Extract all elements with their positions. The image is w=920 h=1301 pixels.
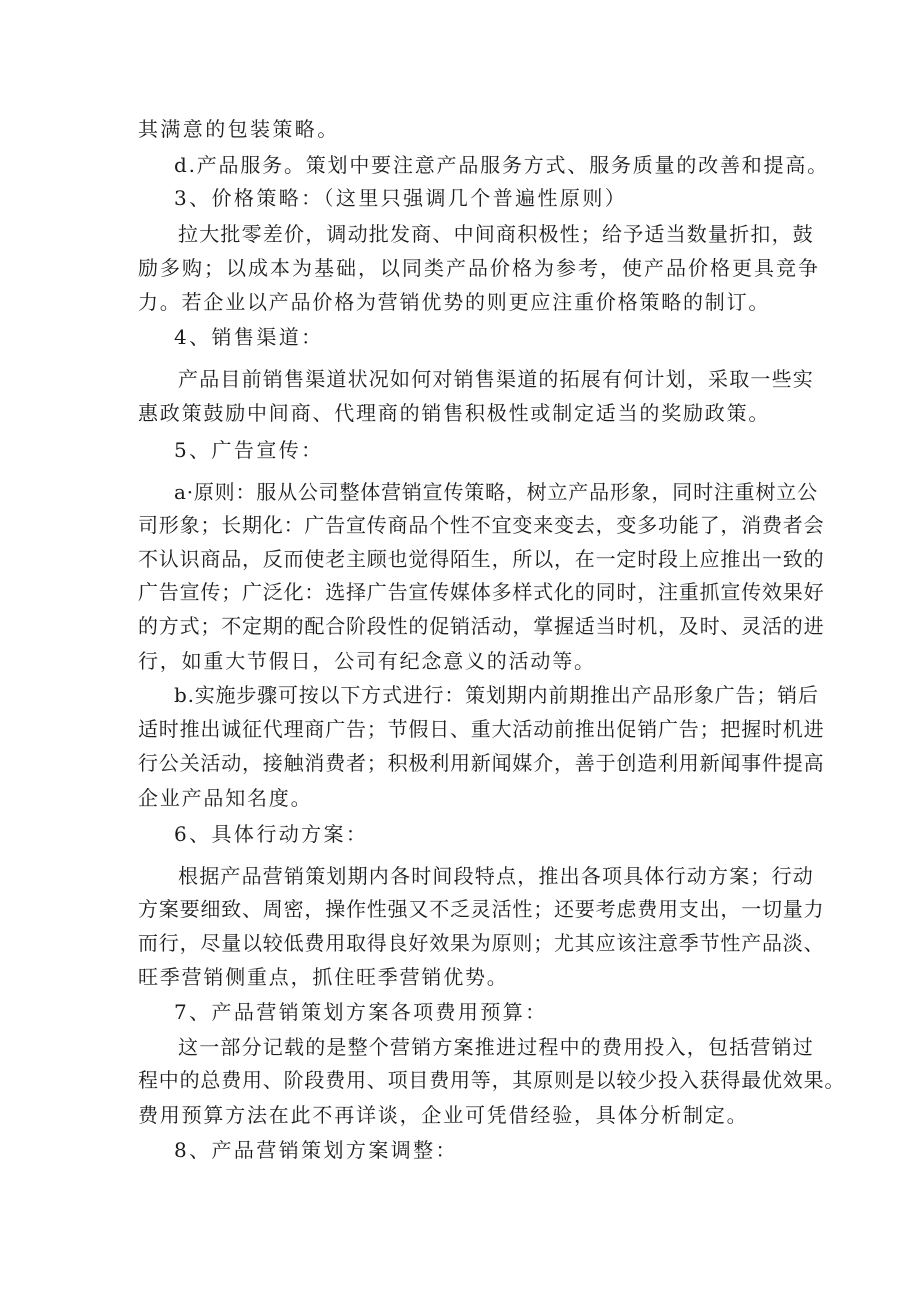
heading-plan-adjustment: 8、产品营销策划方案调整： [174, 1138, 458, 1162]
heading-action-plan: 6、具体行动方案： [174, 822, 369, 846]
text-line-12: 司形象；长期化：广告宣传商品个性不宜变来变去，变多功能了，消费者会 [138, 513, 825, 537]
text-line-29: 费用预算方法在此不再详谈，企业可凭借经验，具体分析制定。 [138, 1103, 749, 1127]
text-line-25: 旺季营销侧重点，抓住旺季营销优势。 [138, 965, 509, 989]
heading-advertising: 5、广告宣传： [174, 438, 324, 462]
text-line-17: b.实施步骤可按以下方式进行：策划期内前期推出产品形象广告；销后 [174, 683, 819, 707]
text-line-9: 惠政策鼓励中间商、代理商的销售积极性或制定适当的奖励政策。 [138, 401, 771, 425]
heading-pricing-strategy: 3、价格策略：（这里只强调几个普遍性原则） [174, 186, 628, 210]
text-line-4: 拉大批零差价，调动批发商、中间商积极性；给予适当数量折扣，鼓 [178, 222, 814, 246]
text-line-23: 方案要细致、周密，操作性强又不乏灵活性；还要考虑费用支出，一切量力 [138, 897, 825, 921]
text-line-20: 企业产品知名度。 [138, 786, 313, 810]
text-line-24: 而行，尽量以较低费用取得良好效果为原则；尤其应该注意季节性产品淡、 [138, 931, 825, 955]
text-line-2: d.产品服务。策划中要注意产品服务方式、服务质量的改善和提高。 [174, 153, 829, 177]
text-line-18: 适时推出诚征代理商广告；节假日、重大活动前推出促销广告；把握时机进 [138, 717, 825, 741]
text-line-13: 不认识商品，反而使老主顾也觉得陌生，所以，在一定时段上应推出一致的 [138, 547, 825, 571]
text-line-16: 行，如重大节假日，公司有纪念意义的活动等。 [138, 649, 596, 673]
text-line-1: 其满意的包装策略。 [138, 117, 340, 141]
text-line-6: 力。若企业以产品价格为营销优势的则更应注重价格策略的制订。 [138, 290, 771, 314]
text-line-5: 励多购；以成本为基础，以同类产品价格为参考，使产品价格更具竞争 [138, 256, 820, 280]
text-line-15: 的方式；不定期的配合阶段性的促销活动，掌握适当时机，及时、灵活的进 [138, 614, 825, 638]
text-line-8: 产品目前销售渠道状况如何对销售渠道的拓展有何计划，采取一些实 [178, 367, 814, 391]
text-line-11: a·原则：服从公司整体营销宣传策略，树立产品形象，同时注重树立公 [174, 480, 818, 504]
text-line-19: 行公关活动，接触消费者；积极利用新闻媒介，善于创造利用新闻事件提高 [138, 751, 825, 775]
text-line-27: 这一部分记载的是整个营销方案推进过程中的费用投入，包括营销过 [178, 1035, 814, 1059]
heading-budget: 7、产品营销策划方案各项费用预算： [174, 1000, 548, 1024]
text-line-14: 广告宣传；广泛化：选择广告宣传媒体多样式化的同时，注重抓宣传效果好 [138, 580, 825, 604]
text-line-28: 程中的总费用、阶段费用、项目费用等，其原则是以较少投入获得最优效果。 [138, 1068, 846, 1092]
heading-sales-channels: 4、销售渠道： [174, 325, 324, 349]
text-line-22: 根据产品营销策划期内各时间段特点，推出各项具体行动方案；行动 [178, 864, 814, 888]
